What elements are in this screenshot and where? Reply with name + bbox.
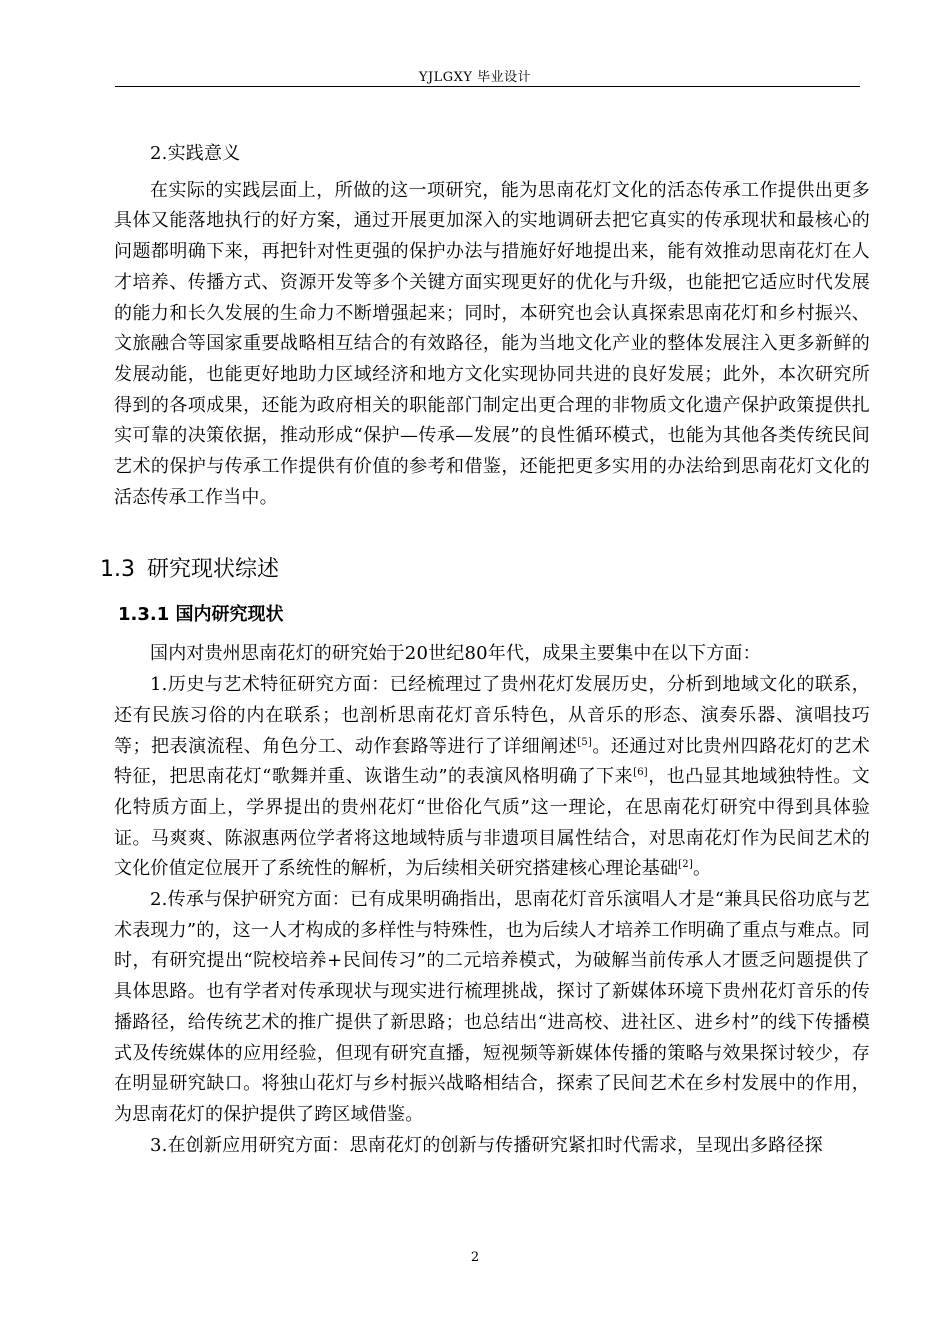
paragraph-inheritance-protection: 2.传承与保护研究方面：已有成果明确指出，思南花灯音乐演唱人才是“兼具民俗功底与艺术表现力”的，这一人才构成的多样性与特殊性，也为后续人才培养工作明确了重点与难点。同时，有研究提出“院校培养+民间传习”的二元培养模式，为破解当前传承人才匮乏问题提供了具体思路。也有学者对传承现状与现实进行梳理挑战，探讨了新媒体环境下贵州花灯音乐的传播路径，给传统艺术的推广提供了新思路；也总结出“进高校、进社区、进乡村”的线下传播模式及传统媒体的应用经验，但现有研究直播，短视频等新媒体传播的策略与效果探讨较少，存在明显研究缺口。将独山花灯与乡村振兴战略相结合，探索了民间艺术在乡村发展中的作用，为思南花灯的保护提供了跨区域借鉴。 (114, 889, 870, 1125)
subheading-practical-significance: 2.实践意义 (150, 143, 241, 164)
paragraph-practical-significance: 在实际的实践层面上，所做的这一项研究，能为思南花灯文化的活态传承工作提供出更多具体又能落地执行的好方案，通过开展更加深入的实地调研去把它真实的传承现状和最核心的问题都明确下来，再把针对性更强的保护办法与措施好好地提出来，能有效推动思南花灯在人才培养、传播方式、资源开发等多个关键方面实现更好的优化与升级，也能把它适应时代发展的能力和长久发展的生命力不断增强起来；同时，本研究也会认真探索思南花灯和乡村振兴、文旅融合等国家重要战略相互结合的有效路径，能为当地文化产业的整体发展注入更多新鲜的发展动能，也能更好地助力区域经济和地方文化实现协同共进的良好发展；此外，本次研究所得到的各项成果，还能为政府相关的职能部门制定出更合理的非物质文化遗产保护政策提供扎实可靠的决策依据，推动形成“保护—传承—发展”的良性循环模式，也能为其他各类传统民间艺术的保护与传承工作提供有价值的参考和借鉴，还能把更多实用的办法给到思南花灯文化的活态传承工作当中。 (114, 179, 870, 508)
paragraph-history-art (114, 670, 870, 885)
history-art-text-1: 1.历史与艺术特征研究方面：已经梳理过了贵州花灯发展历史，分析到地域文化的联系，还有民族习俗的内在联系；也剖析思南花灯音乐特色，从音乐的形态、演奏乐器、演唱技巧等；把表演流程、角色分工、动作套路等进行了详细阐述 (114, 674, 870, 757)
history-art-text-4: 。 (692, 858, 712, 880)
paragraph-innovation: 3.在创新应用研究方面：思南花灯的创新与传播研究紧扣时代需求，呈现出多路径探 (150, 1134, 823, 1156)
page-header: YJLGXY 毕业设计 (418, 70, 532, 85)
section-heading-1-3 (100, 547, 870, 593)
page-body (100, 139, 871, 1161)
history-art-text-2: 。还通过对比贵州四路花灯的艺术特征，把思南花灯“歌舞并重、诙谐生动”的表演风格明确了下来 (114, 735, 871, 788)
header-rule (115, 86, 860, 87)
citation-ref-6: [6] (633, 767, 648, 779)
section-title: 研究现状综述 (147, 557, 280, 583)
section-heading-1-3-1: 1.3.1 国内研究现状 (118, 604, 284, 626)
citation-ref-5: [5] (577, 736, 593, 748)
history-art-text-3: ，也凸显其地域独特性。文化特质方面上，学界提出的贵州花灯“世俗化气质”这一理论，在思南花灯研究中得到具体验证。马爽爽、陈淑惠两位学者将这地域特质与非遗项目属性结合，对思南花灯作为民间艺术的文化价值定位展开了系统性的解析，为后续相关研究搭建核心理论基础 (114, 766, 871, 880)
citation-ref-2: [2] (678, 859, 693, 871)
paragraph-domestic-intro: 国内对贵州思南花灯的研究始于20世纪80年代，成果主要集中在以下方面： (150, 643, 761, 665)
section-number: 1.3 (100, 557, 135, 583)
page-number: 2 (470, 1250, 480, 1265)
